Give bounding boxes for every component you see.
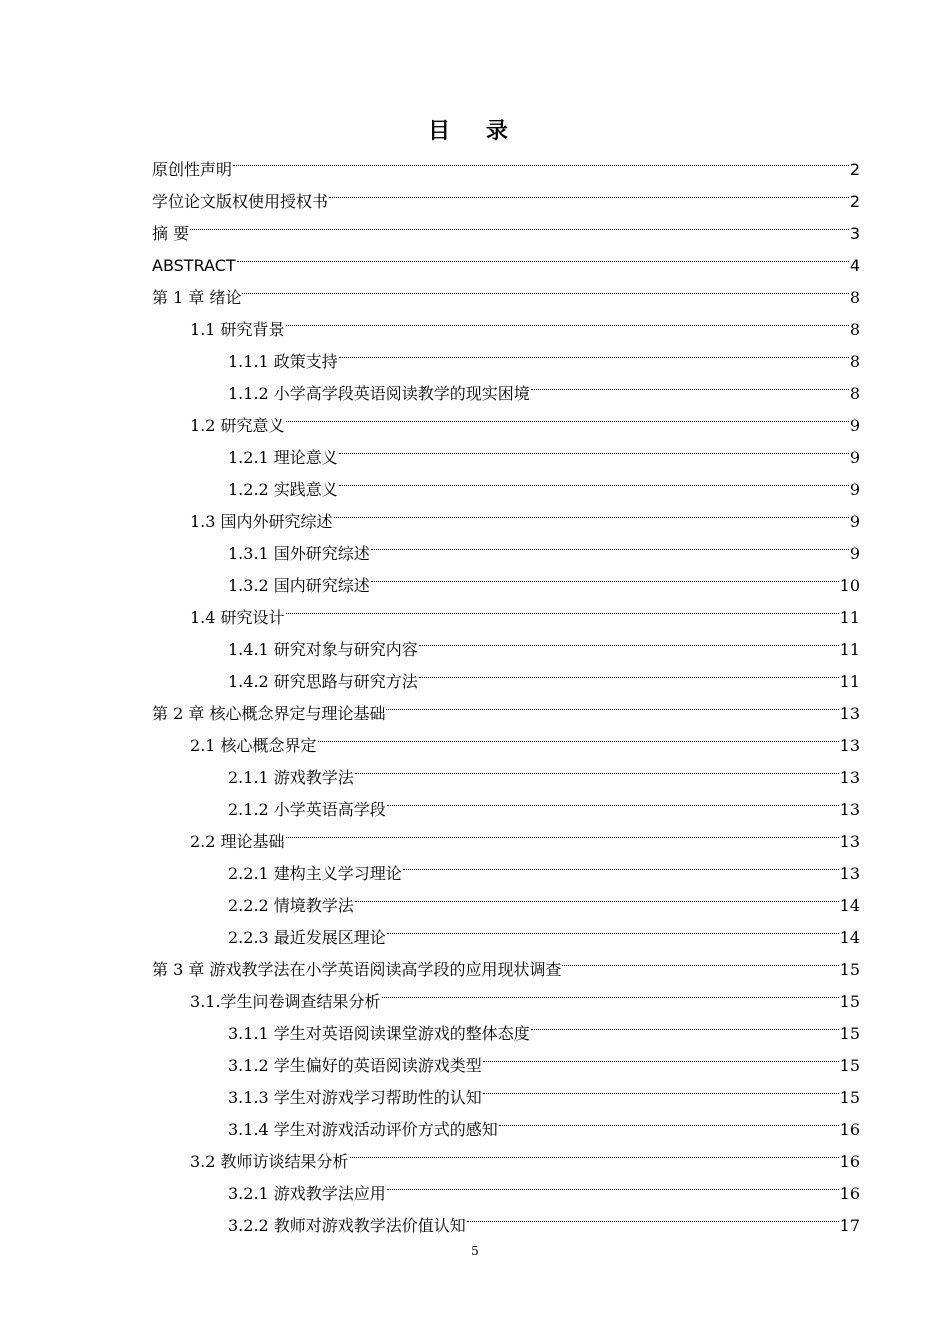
toc-entry-page: 15 <box>839 992 860 1011</box>
toc-entry-page: 13 <box>839 864 860 883</box>
dot-leader <box>387 783 839 815</box>
toc-entry-page: 2 <box>849 160 860 179</box>
toc-entry-page: 9 <box>849 448 860 467</box>
toc-entry-page: 2 <box>849 192 860 211</box>
toc-entry-page: 15 <box>839 1056 860 1075</box>
toc-entry-label: 第 3 章 游戏教学法在小学英语阅读高学段的应用现状调查 <box>152 960 562 979</box>
toc-entry-page: 11 <box>839 672 860 691</box>
toc-entry-page: 10 <box>839 576 860 595</box>
dot-leader <box>233 143 849 175</box>
toc-entry-page: 13 <box>839 768 860 787</box>
toc-entry-label: 第 2 章 核心概念界定与理论基础 <box>152 704 386 723</box>
dot-leader <box>419 623 839 655</box>
toc-entry-page: 9 <box>849 512 860 531</box>
toc-entry-label: 第 1 章 绪论 <box>152 288 242 307</box>
toc-entry-page: 9 <box>849 416 860 435</box>
toc-entry-label: 1.3 国内外研究综述 <box>190 512 333 531</box>
toc-entry[interactable] <box>152 175 860 211</box>
toc-entry-label: 1.4 研究设计 <box>190 608 285 627</box>
toc-entry[interactable] <box>152 303 860 339</box>
dot-leader <box>483 1071 839 1103</box>
toc-entry[interactable] <box>152 271 860 307</box>
dot-leader <box>531 1007 839 1039</box>
toc-entry-page: 15 <box>839 1088 860 1107</box>
toc-entry-page: 11 <box>839 608 860 627</box>
toc-entry-page: 9 <box>849 544 860 563</box>
dot-leader <box>467 1199 839 1231</box>
page-number: 5 <box>471 1244 479 1258</box>
table-of-contents <box>152 143 860 1235</box>
toc-entry-page: 14 <box>839 896 860 915</box>
toc-entry-page: 14 <box>839 928 860 947</box>
toc-entry-label: 1.3.1 国外研究综述 <box>228 544 370 563</box>
toc-entry-page: 8 <box>849 320 860 339</box>
toc-entry-label: 2.1.2 小学英语高学段 <box>228 800 386 819</box>
toc-entry-label: 1.2.1 理论意义 <box>228 448 338 467</box>
toc-entry-label: 3.1.3 学生对游戏学习帮助性的认知 <box>228 1088 482 1107</box>
toc-entry-page: 4 <box>849 256 860 275</box>
toc-entry-page: 16 <box>839 1152 860 1171</box>
toc-entry-label: 1.1.2 小学高学段英语阅读教学的现实困境 <box>228 384 530 403</box>
toc-entry[interactable] <box>152 143 860 179</box>
dot-leader <box>237 239 849 271</box>
toc-entry-page: 9 <box>849 480 860 499</box>
toc-entry-page: 13 <box>839 736 860 755</box>
toc-entry-label: 1.4.2 研究思路与研究方法 <box>228 672 418 691</box>
toc-entry-page: 8 <box>849 288 860 307</box>
toc-entry-page: 3 <box>849 224 860 243</box>
dot-leader <box>318 719 839 751</box>
dot-leader <box>286 399 849 431</box>
toc-entry[interactable] <box>152 207 860 243</box>
dot-leader <box>286 815 839 847</box>
dot-leader <box>286 303 849 335</box>
dot-leader <box>242 271 848 303</box>
toc-entry-label: 3.2.1 游戏教学法应用 <box>228 1184 386 1203</box>
dot-leader <box>355 879 839 911</box>
toc-entry-page: 16 <box>839 1184 860 1203</box>
toc-entry-label: 2.2.3 最近发展区理论 <box>228 928 386 947</box>
toc-entry-label: 2.1.1 游戏教学法 <box>228 768 354 787</box>
toc-entry-label: 1.1.1 政策支持 <box>228 352 338 371</box>
toc-entry-page: 13 <box>839 800 860 819</box>
toc-entry-label: 学位论文版权使用授权书 <box>152 192 329 211</box>
toc-entry-label: 2.2.2 情境教学法 <box>228 896 354 915</box>
dot-leader <box>387 911 839 943</box>
toc-entry-page: 15 <box>839 1024 860 1043</box>
toc-title: 目 录 <box>428 119 522 144</box>
toc-entry-label: 1.2.2 实践意义 <box>228 480 338 499</box>
toc-entry-label: 3.1.2 学生偏好的英语阅读游戏类型 <box>228 1056 482 1075</box>
dot-leader <box>190 207 849 239</box>
toc-entry-page: 11 <box>839 640 860 659</box>
toc-entry-label: 1.4.1 研究对象与研究内容 <box>228 640 418 659</box>
dot-leader <box>339 463 849 495</box>
dot-leader <box>562 943 838 975</box>
dot-leader <box>334 495 849 527</box>
toc-entry-label: 3.1.4 学生对游戏活动评价方式的感知 <box>228 1120 498 1139</box>
toc-entry-page: 13 <box>839 704 860 723</box>
toc-entry-label: 1.3.2 国内研究综述 <box>228 576 370 595</box>
toc-entry-page: 8 <box>849 352 860 371</box>
toc-entry-label: 原创性声明 <box>152 160 233 179</box>
dot-leader <box>386 687 838 719</box>
toc-entry-label: 3.2 教师访谈结果分析 <box>190 1152 349 1171</box>
dot-leader <box>387 1167 839 1199</box>
toc-entry-label: ABSTRACT <box>152 256 236 275</box>
dot-leader <box>350 1135 839 1167</box>
dot-leader <box>419 655 839 687</box>
toc-entry[interactable] <box>152 239 860 275</box>
dot-leader <box>371 527 849 559</box>
dot-leader <box>531 367 849 399</box>
toc-entry-label: 2.2.1 建构主义学习理论 <box>228 864 402 883</box>
toc-entry-page: 8 <box>849 384 860 403</box>
toc-entry-page: 16 <box>839 1120 860 1139</box>
toc-entry-label: 摘 要 <box>152 224 190 243</box>
toc-entry-label: 3.1.学生问卷调查结果分析 <box>190 992 381 1011</box>
dot-leader <box>329 175 849 207</box>
toc-entry-page: 17 <box>839 1216 860 1235</box>
toc-entry-label: 1.2 研究意义 <box>190 416 285 435</box>
dot-leader <box>371 559 839 591</box>
toc-entry-label: 1.1 研究背景 <box>190 320 285 339</box>
dot-leader <box>339 431 849 463</box>
toc-entry-label: 2.2 理论基础 <box>190 832 285 851</box>
dot-leader <box>499 1103 839 1135</box>
dot-leader <box>339 335 849 367</box>
dot-leader <box>355 751 839 783</box>
toc-entry-label: 2.1 核心概念界定 <box>190 736 317 755</box>
toc-entry-page: 13 <box>839 832 860 851</box>
dot-leader <box>403 847 839 879</box>
toc-entry-page: 15 <box>839 960 860 979</box>
dot-leader <box>483 1039 839 1071</box>
toc-entry-label: 3.2.2 教师对游戏教学法价值认知 <box>228 1216 466 1235</box>
dot-leader <box>286 591 839 623</box>
toc-entry-label: 3.1.1 学生对英语阅读课堂游戏的整体态度 <box>228 1024 530 1043</box>
dot-leader <box>382 975 839 1007</box>
